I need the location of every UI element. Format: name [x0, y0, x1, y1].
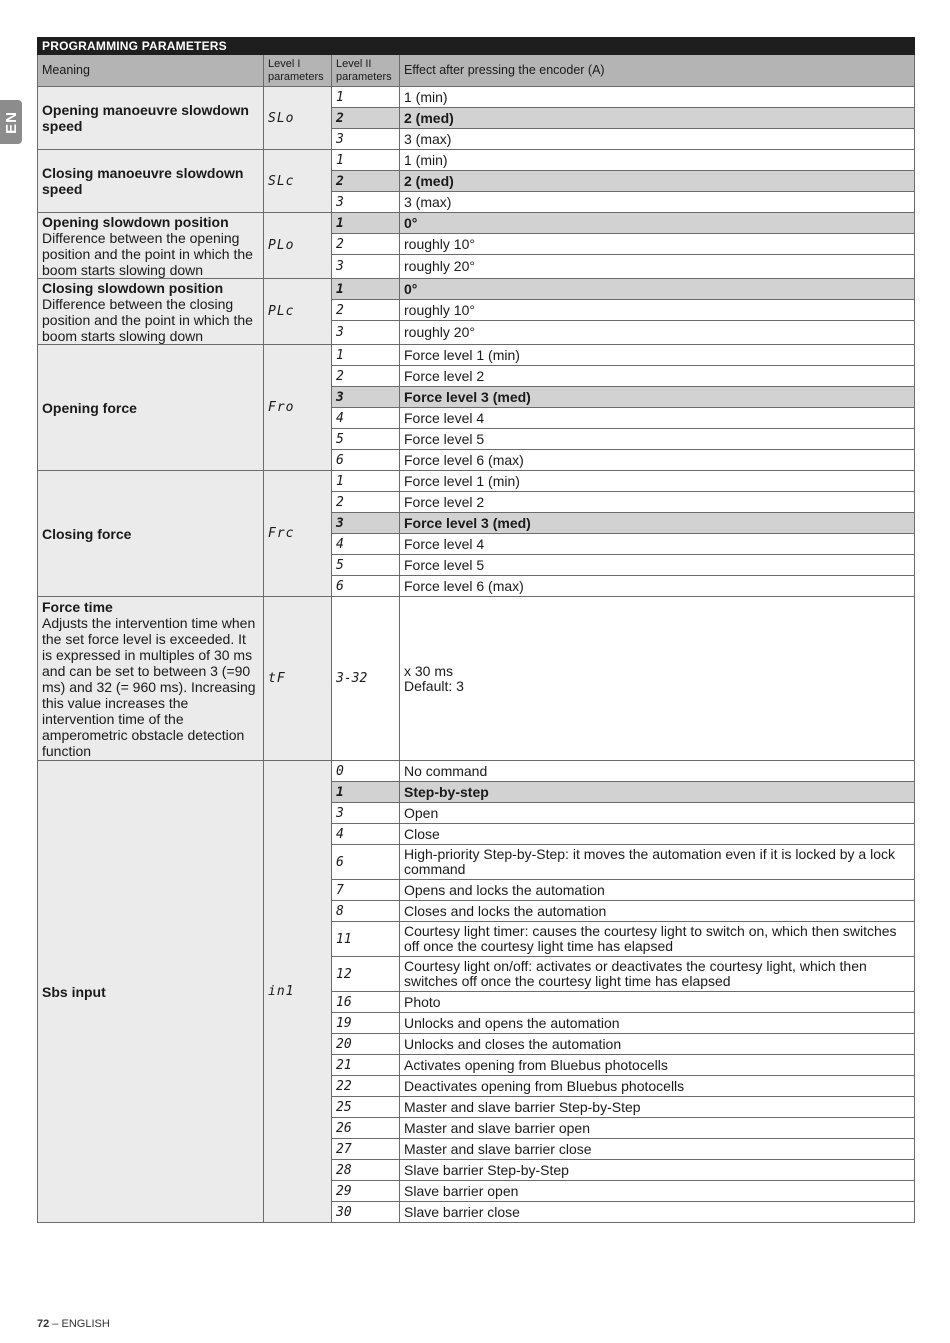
- level2-parameter-value: 2: [332, 108, 400, 129]
- parameter-description: Difference between the opening position and the point in which the boom starts slowing down: [42, 229, 253, 278]
- level2-parameter-value: 3: [332, 321, 400, 345]
- level2-parameter-value: 26: [332, 1118, 400, 1139]
- level2-parameter-value: 19: [332, 1013, 400, 1034]
- parameter-title: Sbs input: [42, 983, 106, 1000]
- level2-parameter-value: 27: [332, 1139, 400, 1160]
- level1-parameter-code: SLo: [264, 87, 332, 150]
- effect-description: Force level 6 (max): [400, 576, 915, 597]
- parameter-description: Difference between the closing position and the point in which the boom starts slowing down: [42, 295, 253, 344]
- level2-parameter-value: 16: [332, 992, 400, 1013]
- parameter-title: Opening force: [42, 399, 137, 416]
- level2-parameter-value: 6: [332, 576, 400, 597]
- level2-parameter-value: 12: [332, 957, 400, 992]
- parameter-meaning: [38, 87, 264, 150]
- level1-parameter-code: PLc: [264, 279, 332, 345]
- header-level1: Level I parameters: [264, 55, 332, 87]
- level2-parameter-value: 5: [332, 555, 400, 576]
- level2-parameter-value: 7: [332, 880, 400, 901]
- table-row: [38, 597, 915, 761]
- effect-description: Closes and locks the automation: [400, 901, 915, 922]
- header-meaning: Meaning: [38, 55, 264, 87]
- parameter-title: Closing slowdown position: [42, 279, 224, 296]
- level2-parameter-value: 1: [332, 150, 400, 171]
- effect-description: Force level 4: [400, 534, 915, 555]
- effect-description: Slave barrier Step-by-Step: [400, 1160, 915, 1181]
- parameter-description: Adjusts the intervention time when the set force level is exceeded. It is expressed in multiples of 30 ms and can be set to between 3 (=90 ms) and 32 (= 960 ms). Increasing this value increases the intervention time of the amperometric obstacle detection function: [42, 614, 256, 759]
- page-footer: [37, 1318, 110, 1330]
- level2-parameter-value: 4: [332, 824, 400, 845]
- effect-description: roughly 10°: [400, 234, 915, 255]
- parameter-meaning: [38, 279, 264, 345]
- table-row: [38, 213, 915, 234]
- parameter-meaning: [38, 213, 264, 279]
- effect-description: Force level 2: [400, 366, 915, 387]
- effect-description: Force level 5: [400, 429, 915, 450]
- effect-description: Force level 1 (min): [400, 345, 915, 366]
- level1-parameter-code: PLo: [264, 213, 332, 279]
- effect-description: roughly 10°: [400, 300, 915, 321]
- level2-parameter-value: 0: [332, 761, 400, 782]
- effect-description: Slave barrier open: [400, 1181, 915, 1202]
- effect-description: 2 (med): [400, 108, 915, 129]
- level1-parameter-code: Fro: [264, 345, 332, 471]
- level2-parameter-value: 8: [332, 901, 400, 922]
- table-row: [38, 345, 915, 366]
- parameter-title: Opening manoeuvre slowdown speed: [42, 102, 249, 134]
- level1-parameter-code: Frc: [264, 471, 332, 597]
- effect-description: Master and slave barrier open: [400, 1118, 915, 1139]
- footer-separator: –: [49, 1318, 62, 1330]
- effect-description: High-priority Step-by-Step: it moves the automation even if it is locked by a lock command: [400, 845, 915, 880]
- table-row: [38, 150, 915, 171]
- level2-parameter-value: 30: [332, 1202, 400, 1223]
- level2-parameter-value: 2: [332, 366, 400, 387]
- parameter-meaning: [38, 150, 264, 213]
- level2-parameter-value: 3: [332, 803, 400, 824]
- effect-description: Force level 5: [400, 555, 915, 576]
- level2-parameter-value: 20: [332, 1034, 400, 1055]
- effect-description: 3 (max): [400, 129, 915, 150]
- effect-description: Activates opening from Bluebus photocells: [400, 1055, 915, 1076]
- effect-description: Deactivates opening from Bluebus photocells: [400, 1076, 915, 1097]
- footer-language: ENGLISH: [61, 1318, 110, 1330]
- level2-parameter-value: 21: [332, 1055, 400, 1076]
- effect-description: roughly 20°: [400, 255, 915, 279]
- parameter-meaning: [38, 345, 264, 471]
- level2-parameter-value: 2: [332, 171, 400, 192]
- parameter-meaning: [38, 761, 264, 1223]
- table-row: [38, 87, 915, 108]
- effect-description: 1 (min): [400, 87, 915, 108]
- programming-parameters-table: [37, 37, 915, 1223]
- effect-description: 0°: [400, 213, 915, 234]
- effect-description: 3 (max): [400, 192, 915, 213]
- level2-parameter-value: 11: [332, 922, 400, 957]
- level2-parameter-value: 2: [332, 300, 400, 321]
- effect-description: Master and slave barrier Step-by-Step: [400, 1097, 915, 1118]
- effect-description: Open: [400, 803, 915, 824]
- level2-parameter-value: 3: [332, 255, 400, 279]
- level1-parameter-code: tF: [264, 597, 332, 761]
- header-level2: Level II parameters: [332, 55, 400, 87]
- parameter-title: Opening slowdown position: [42, 213, 229, 230]
- language-tab-label: EN: [2, 110, 20, 134]
- level2-parameter-value: 4: [332, 408, 400, 429]
- effect-description: No command: [400, 761, 915, 782]
- level1-parameter-code: SLc: [264, 150, 332, 213]
- level2-parameter-value: 1: [332, 213, 400, 234]
- parameter-title: Force time: [42, 598, 113, 615]
- level2-parameter-value: 28: [332, 1160, 400, 1181]
- level1-parameter-code: in1: [264, 761, 332, 1223]
- level2-parameter-value: 1: [332, 782, 400, 803]
- level2-parameter-value: 5: [332, 429, 400, 450]
- level2-parameter-value: 2: [332, 234, 400, 255]
- table-row: [38, 279, 915, 300]
- effect-description: Opens and locks the automation: [400, 880, 915, 901]
- level2-parameter-value: 3: [332, 129, 400, 150]
- level2-parameter-value: 3: [332, 387, 400, 408]
- parameter-title: Closing force: [42, 525, 132, 542]
- effect-description: Photo: [400, 992, 915, 1013]
- header-effect: Effect after pressing the encoder (A): [400, 55, 915, 87]
- effect-description: Force level 3 (med): [400, 387, 915, 408]
- parameter-meaning: [38, 471, 264, 597]
- language-tab: [0, 100, 22, 144]
- page-number: 72: [37, 1318, 50, 1330]
- level2-parameter-value: 1: [332, 471, 400, 492]
- effect-description: Force level 3 (med): [400, 513, 915, 534]
- table-row: [38, 471, 915, 492]
- effect-description: Unlocks and closes the automation: [400, 1034, 915, 1055]
- level2-parameter-value: 1: [332, 87, 400, 108]
- effect-description: Force level 2: [400, 492, 915, 513]
- level2-parameter-value: 1: [332, 345, 400, 366]
- effect-description: 1 (min): [400, 150, 915, 171]
- effect-description: Slave barrier close: [400, 1202, 915, 1223]
- parameter-title: Closing manoeuvre slowdown speed: [42, 165, 244, 197]
- level2-parameter-value: 4: [332, 534, 400, 555]
- level2-parameter-value: 3: [332, 192, 400, 213]
- parameter-meaning: [38, 597, 264, 761]
- effect-description: Courtesy light timer: causes the courtesy light to switch on, which then switches off once the courtesy light time has elapsed: [400, 922, 915, 957]
- level2-parameter-value: 22: [332, 1076, 400, 1097]
- effect-description: Unlocks and opens the automation: [400, 1013, 915, 1034]
- table-body: [38, 87, 915, 1223]
- level2-parameter-value: 6: [332, 845, 400, 880]
- effect-description: roughly 20°: [400, 321, 915, 345]
- effect-description: Courtesy light on/off: activates or deactivates the courtesy light, which then switches off once the courtesy light time has elapsed: [400, 957, 915, 992]
- effect-description: Master and slave barrier close: [400, 1139, 915, 1160]
- effect-description: 0°: [400, 279, 915, 300]
- level2-parameter-value: 25: [332, 1097, 400, 1118]
- level2-parameter-value: 3: [332, 513, 400, 534]
- effect-description: Close: [400, 824, 915, 845]
- effect-description: Step-by-step: [400, 782, 915, 803]
- effect-description: 2 (med): [400, 171, 915, 192]
- level2-parameter-value: 1: [332, 279, 400, 300]
- table-row: [38, 761, 915, 782]
- effect-description: Force level 1 (min): [400, 471, 915, 492]
- level2-parameter-value: 2: [332, 492, 400, 513]
- level2-parameter-value: 29: [332, 1181, 400, 1202]
- level2-parameter-value: 6: [332, 450, 400, 471]
- level2-parameter-value: 3-32: [332, 597, 400, 761]
- effect-description: Force level 6 (max): [400, 450, 915, 471]
- effect-description: x 30 ms Default: 3: [400, 597, 915, 761]
- table-title: PROGRAMMING PARAMETERS: [38, 38, 915, 55]
- effect-description: Force level 4: [400, 408, 915, 429]
